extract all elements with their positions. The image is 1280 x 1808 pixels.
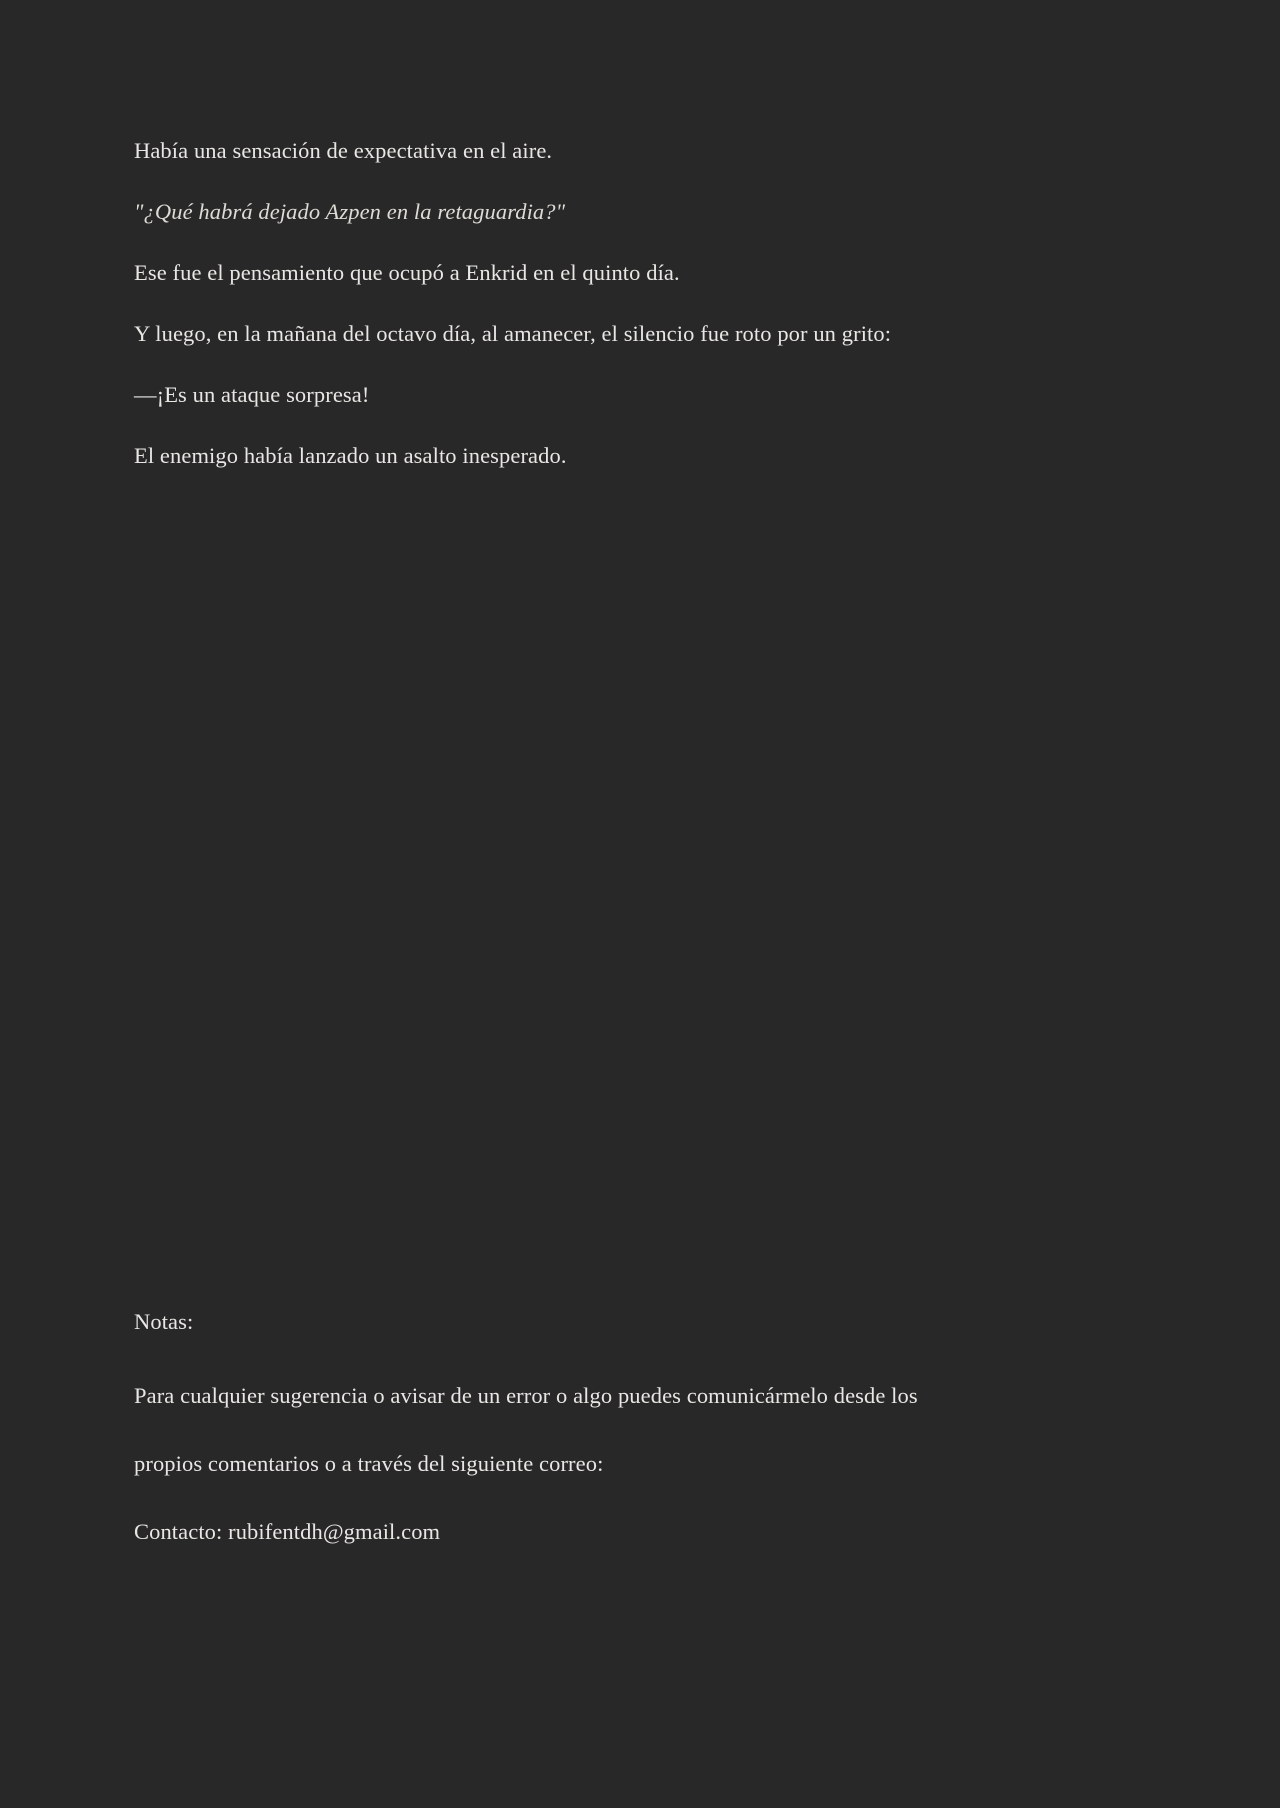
notes-heading: Notas: — [134, 1309, 194, 1334]
notes-line-2: propios comentarios o a través del siguiente correo: — [134, 1451, 604, 1476]
story-paragraph-5-dialogue: —¡Es un ataque sorpresa! — [134, 382, 370, 407]
story-text-block — [134, 131, 1034, 497]
story-paragraph-3: Ese fue el pensamiento que ocupó a Enkrid en el quinto día. — [134, 260, 680, 285]
notes-line-1: Para cualquier sugerencia o avisar de un error o algo puedes comunicármelo desde los — [134, 1383, 918, 1408]
story-paragraph-1: Había una sensación de expectativa en el aire. — [134, 138, 553, 163]
story-paragraph-2-quote: "¿Qué habrá dejado Azpen en la retaguardia?" — [134, 199, 566, 224]
story-paragraph-6: El enemigo había lanzado un asalto inesperado. — [134, 443, 567, 468]
contact-email-line[interactable]: Contacto: rubifentdh@gmail.com — [134, 1519, 441, 1544]
story-paragraph-4: Y luego, en la mañana del octavo día, al amanecer, el silencio fue roto por un grito: — [134, 321, 892, 346]
notes-block — [134, 1305, 1034, 1549]
